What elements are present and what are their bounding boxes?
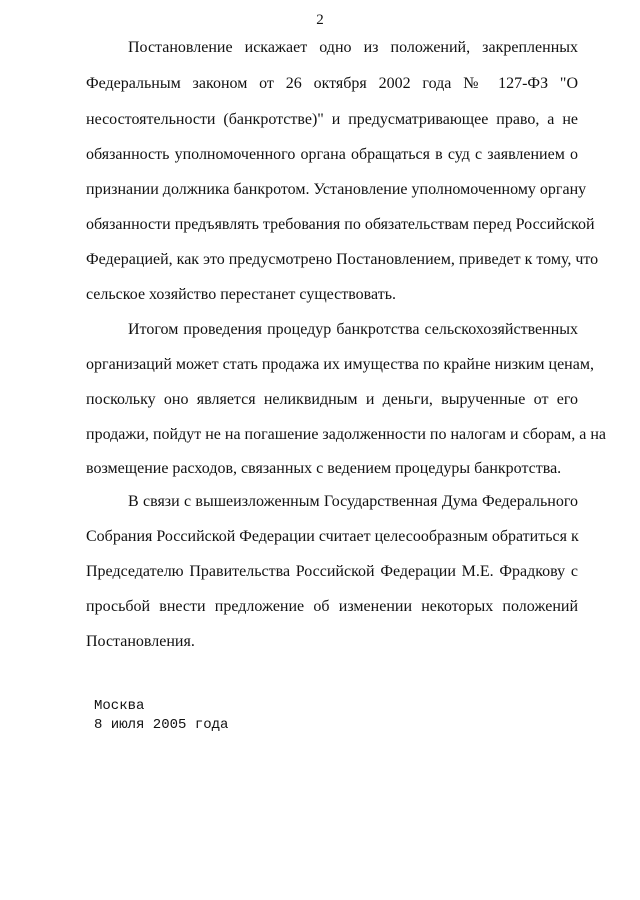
paragraph-2-line-3: поскольку оно является неликвидным и деньги, вырученные от его xyxy=(86,391,578,408)
paragraph-1-line-4: обязанность уполномоченного органа обращаться в суд с заявлением о xyxy=(86,146,578,163)
paragraph-2-line-1: Итогом проведения процедур банкротства сельскохозяйственных xyxy=(128,321,578,338)
paragraph-2-line-2: организаций может стать продажа их имущества по крайне низким ценам, xyxy=(86,356,594,373)
paragraph-1-line-2: Федеральным законом от 26 октября 2002 года № 127-ФЗ "О xyxy=(86,75,578,92)
paragraph-1-line-5: признании должника банкротом. Установление уполномоченному органу xyxy=(86,181,587,198)
paragraph-1-line-1: Постановление искажает одно из положений, закрепленных xyxy=(128,39,578,56)
page-number: 2 xyxy=(316,12,324,28)
paragraph-1-line-3: несостоятельности (банкротстве)" и предусматривающее право, а не xyxy=(86,111,578,128)
paragraph-3-line-2: Собрания Российской Федерации считает целесообразным обратиться к xyxy=(86,528,579,545)
paragraph-3-line-3: Председателю Правительства Российской Федерации М.Е. Фрадкову с xyxy=(86,563,578,580)
city-label: Москва xyxy=(94,698,145,714)
paragraph-3-line-4: просьбой внести предложение об изменении некоторых положений xyxy=(86,598,578,615)
date-label: 8 июля 2005 года xyxy=(94,717,229,733)
paragraph-3-line-5: Постановления. xyxy=(86,633,195,650)
paragraph-1-line-7: Федерацией, как это предусмотрено Постановлением, приведет к тому, что xyxy=(86,251,599,268)
paragraph-1-line-6: обязанности предъявлять требования по обязательствам перед Российской xyxy=(86,216,595,233)
paragraph-1-line-8: сельское хозяйство перестанет существовать. xyxy=(86,286,396,303)
paragraph-2-line-4: продажи, пойдут не на погашение задолженности по налогам и сборам, а на xyxy=(86,426,607,443)
paragraph-3-line-1: В связи с вышеизложенным Государственная Дума Федерального xyxy=(128,493,578,510)
paragraph-2-line-5: возмещение расходов, связанных с ведением процедуры банкротства. xyxy=(86,460,562,477)
